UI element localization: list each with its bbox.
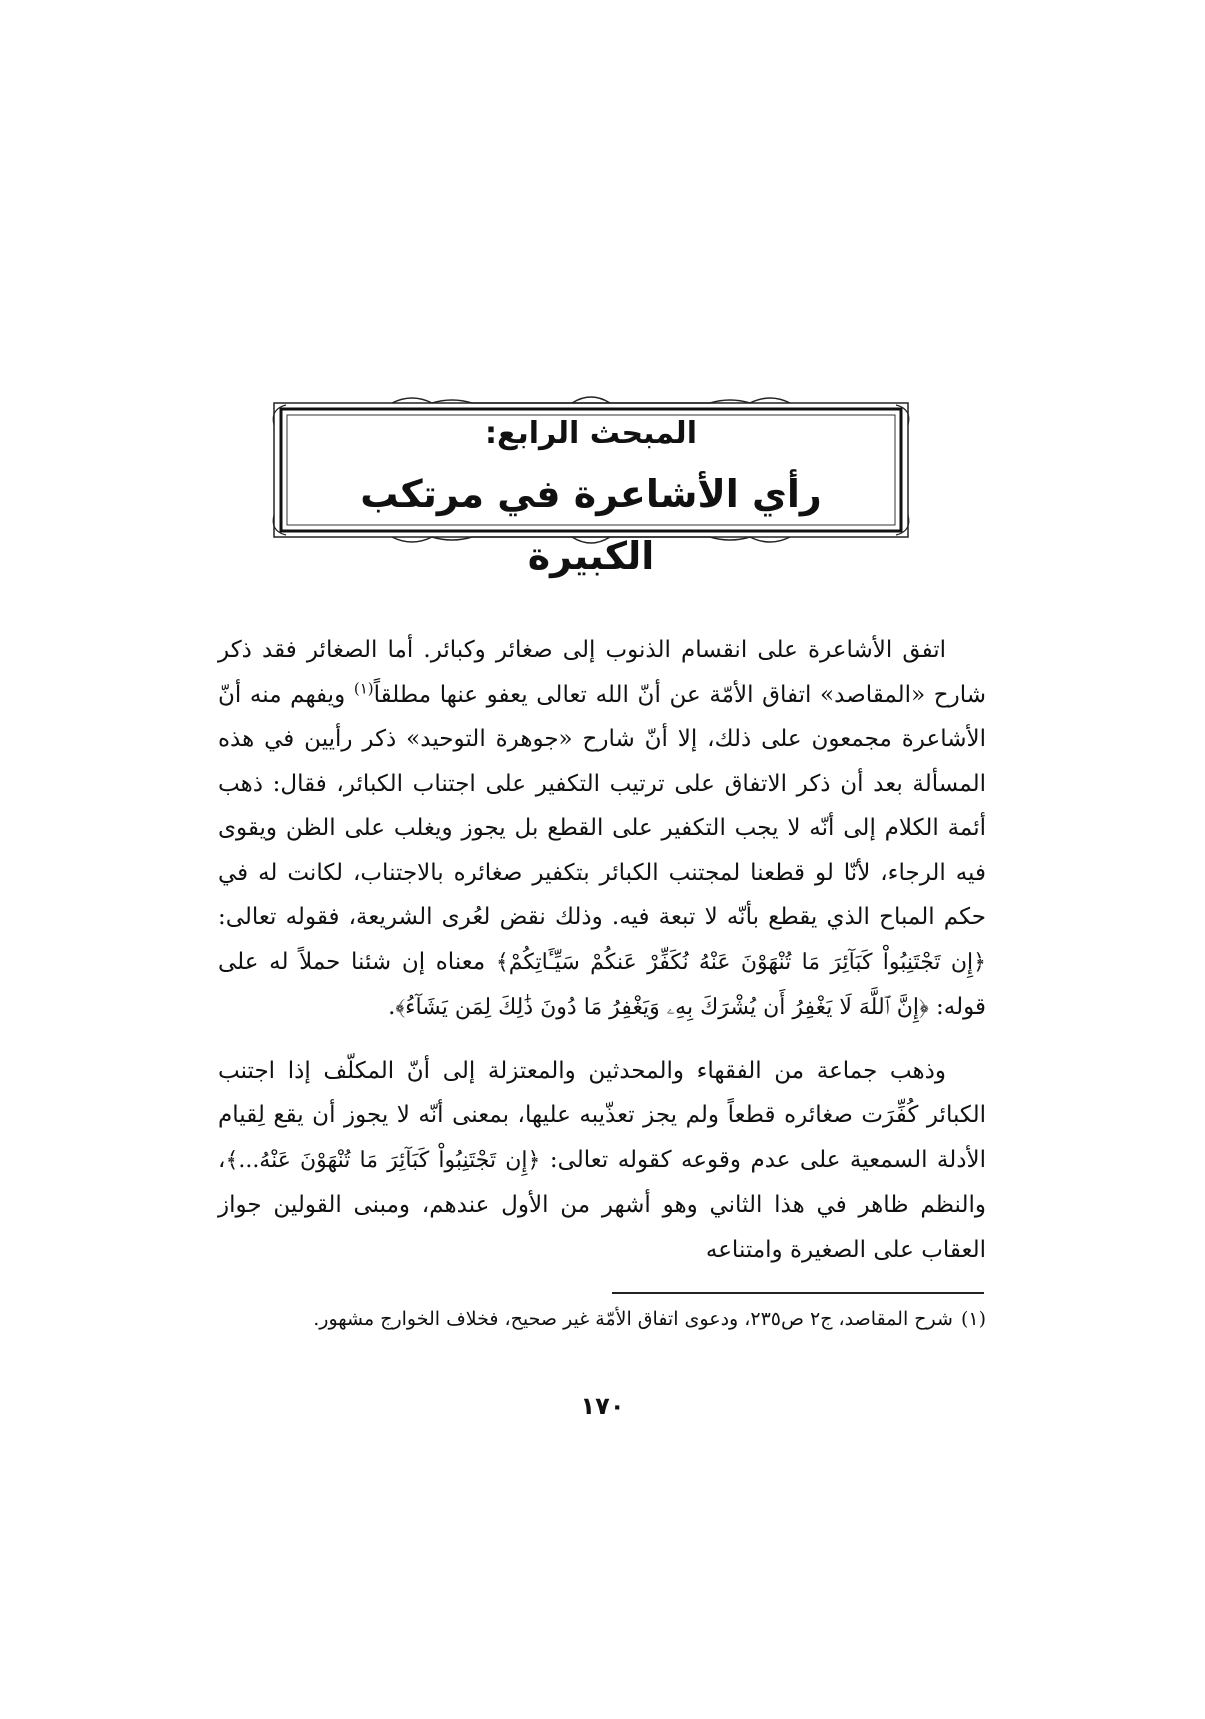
body-text — [218, 628, 986, 1272]
quran-verse-2: ﴿إِنَّ ٱللَّهَ لَا يَغْفِرُ أَن يُشْرَكَ بِهِۦ وَيَغْفِرُ مَا دُونَ ذَٰلِكَ لِمَن يَشَآءُ﴾ — [395, 995, 929, 1020]
paragraph-1-text-c: معناه إن شئنا حملاً له على قوله: — [218, 948, 986, 1020]
heading-frame — [272, 395, 910, 578]
heading-line-1: المبحث الرابع: — [485, 416, 697, 451]
heading — [292, 405, 890, 587]
quran-verse-1: ﴿إِن تَجْتَنِبُواْ كَبَآئِرَ مَا تُنْهَوْنَ عَنْهُ نُكَفِّرْ عَنكُمْ سَيِّـَٔاتِكُمْ﴾ — [495, 949, 986, 975]
paragraph-2-text-b: ، والنظم ظاهر في هذا الثاني وهو أشهر من الأول عندهم، ومبنى القولين جواز العقاب على الصغيرة وامتناعه — [218, 1146, 986, 1263]
footnote-text: شرح المقاصد، ج٢ ص٢٣٥، ودعوى اتفاق الأمّة غير صحيح، فخلاف الخوارج مشهور. — [313, 1308, 953, 1330]
paragraph-2 — [218, 1049, 986, 1273]
paragraph-1-text-d: . — [388, 994, 396, 1020]
footnote — [218, 1302, 986, 1336]
paragraph-1-text-b: ويفهم منه أنّ الأشاعرة مجمعون على ذلك، إلا أنّ شارح «جوهرة التوحيد» ذكر رأيين في هذه المسألة بعد أن ذكر الاتفاق على ترتيب التكفير على اجتناب الكبائر، فقال: ذهب أئمة الكلام إلى أنّه لا يجب التكفير على القطع بل يجوز ويغلب على الظن ويقوى فيه الرجاء، لأنّا لو قطعنا لمجتنب الكبائر بتكفير صغائره بالاجتناب، لكانت له في حكم المباح الذي يقطع بأنّه لا تبعة فيه. وذلك نقض لعُرى الشريعة، فقوله تعالى: — [218, 681, 986, 930]
quran-verse-3: ﴿إِن تَجْتَنِبُواْ كَبَآئِرَ مَا تُنْهَوْنَ عَنْهُ...﴾ — [225, 1147, 541, 1173]
footnote-reference: (١) — [353, 678, 374, 697]
heading-line-2: رأي الأشاعرة في مرتكب الكبيرة — [360, 472, 822, 578]
footnote-number: (١) — [960, 1308, 986, 1330]
paragraph-1-text-a: اتفق الأشاعرة على انقسام الذنوب إلى صغائر وكبائر. أما الصغائر فقد ذكر شارح «المقاصد» اتفاق الأمّة عن أنّ الله تعالى يعفو عنها مطلقاً — [218, 637, 987, 708]
paragraph-2-text-a: وذهب جماعة من الفقهاء والمحدثين والمعتزلة إلى أنّ المكلّف إذا اجتنب الكبائر كُفِّرَت صغائره قطعاً ولم يجز تعذّيبه عليها، بمعنى أنّه لا يجوز أن يقع لِقيام الأدلة السمعية على عدم وقوعه كقوله تعالى: — [218, 1057, 987, 1173]
page-number: ١٧٠ — [580, 1392, 625, 1420]
paragraph-1 — [218, 628, 986, 1031]
footnote-divider — [612, 1292, 984, 1294]
